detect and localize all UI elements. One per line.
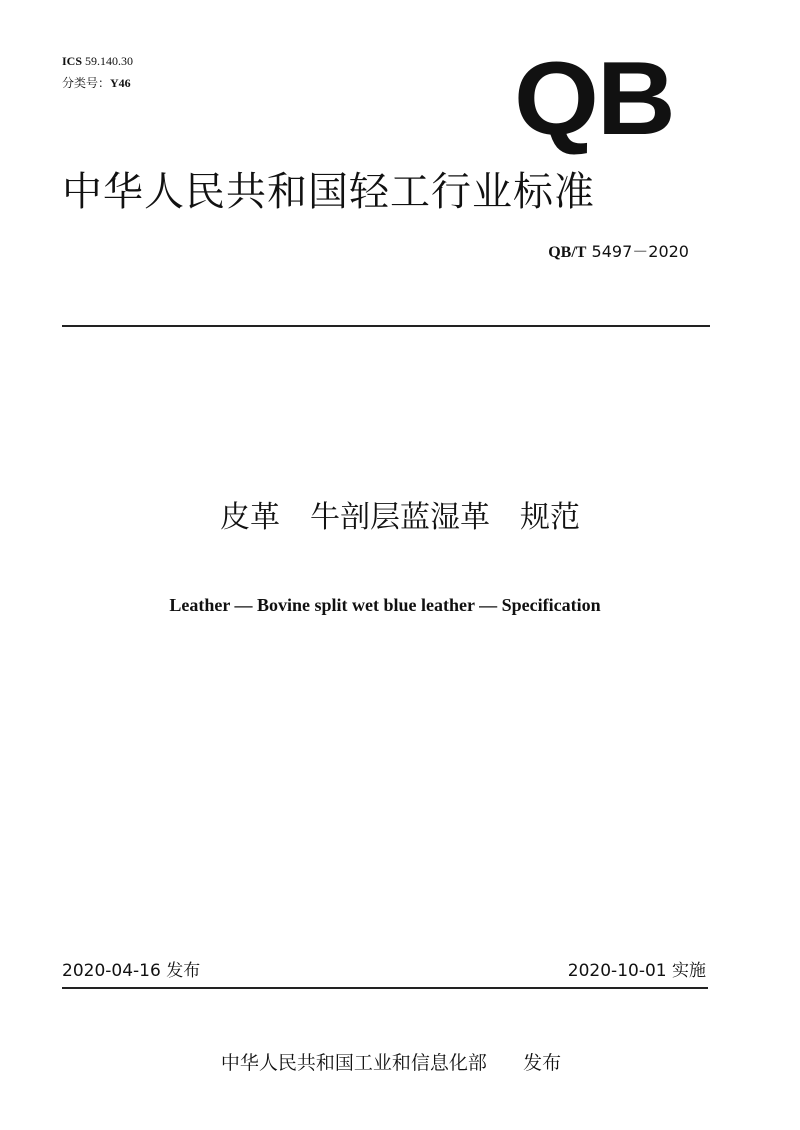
- bottom-divider: [62, 987, 708, 989]
- classification-label: 分类号：: [62, 76, 111, 90]
- classification-code: Y46: [110, 76, 131, 90]
- top-divider: [62, 325, 710, 327]
- implementation-date: 2020-10-01 实施: [567, 961, 706, 981]
- title-english: Leather — Bovine split wet blue leather — Specification: [169, 595, 601, 615]
- issuer-name: 中华人民共和国工业和信息化部: [220, 1052, 487, 1074]
- classification-line: [62, 76, 131, 90]
- publish-date: 2020-04-16 发布: [62, 961, 201, 981]
- title-chinese: 皮革 牛剖层蓝湿革 规范: [220, 500, 580, 535]
- standard-prefix: QB/T: [548, 244, 587, 261]
- standard-number: [548, 242, 689, 263]
- issuer-action: 发布: [523, 1052, 562, 1074]
- ics-label: ICS: [62, 54, 83, 68]
- qb-logo: QB: [514, 41, 674, 157]
- standard-code: 5497－2020: [591, 242, 689, 261]
- ics-code: 59.140.30: [85, 54, 134, 68]
- ics-line: [62, 54, 133, 68]
- org-title: 中华人民共和国轻工行业标准: [62, 169, 595, 215]
- issuer-line: [0, 1024, 770, 1076]
